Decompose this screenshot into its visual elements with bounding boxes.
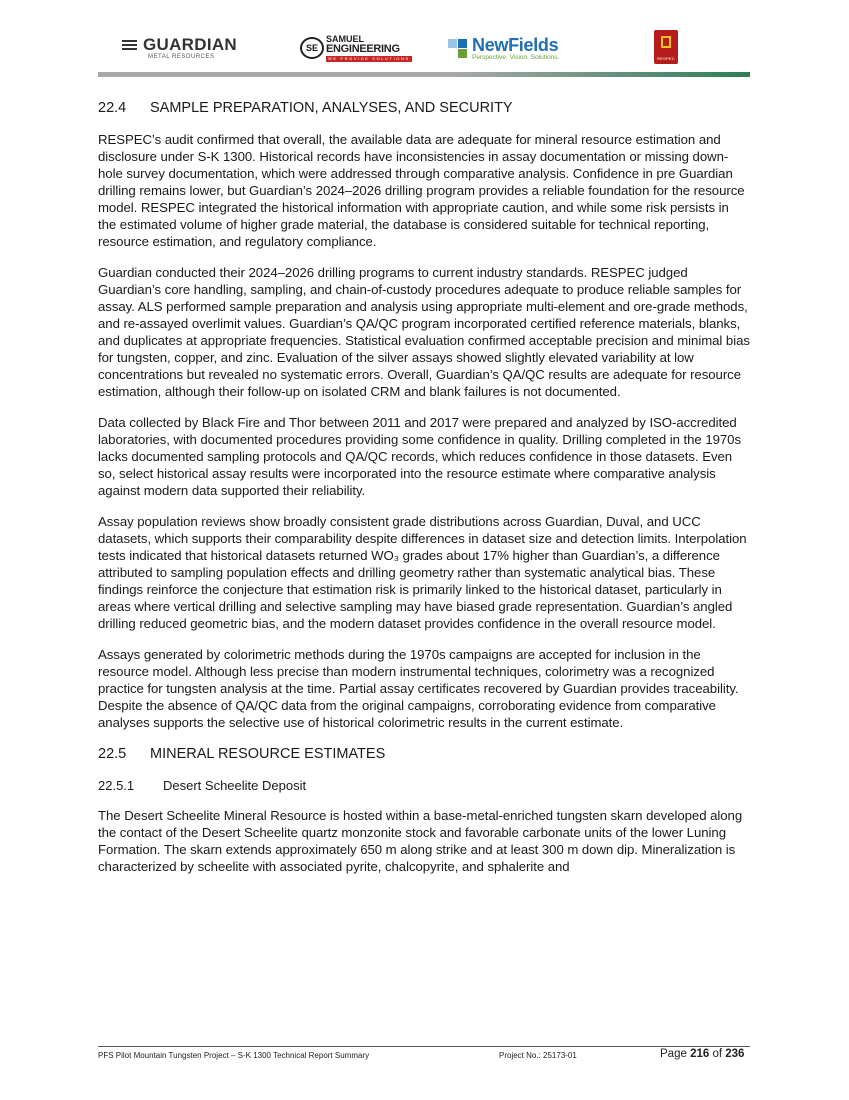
footer-divider: [98, 1046, 750, 1047]
samuel-logo-line1: SAMUEL: [326, 34, 364, 44]
guardian-logo: [122, 36, 237, 61]
newfields-squares-icon: [448, 39, 468, 59]
footer-page-number: [660, 1048, 744, 1060]
subsection-number: 22.5.1: [98, 778, 135, 793]
footer-report-title: PFS Pilot Mountain Tungsten Project – S-K 1300 Technical Report Summary: [98, 1051, 370, 1060]
newfields-logo-name: NewFields: [472, 35, 559, 55]
report-body: [98, 99, 750, 889]
respec-logo: [654, 30, 678, 64]
respec-mark-icon: [661, 36, 671, 48]
section-heading-22-5: [98, 745, 750, 763]
footer-project-number: Project No.: 25173-01: [499, 1051, 577, 1060]
of-word: of: [712, 1048, 723, 1060]
paragraph: Assay population reviews show broadly consistent grade distributions across Guardian, Duval, and UCC datasets, which supports their comparability despite differences in dataset size and detection limits. Interpolation tests indicated that historical datasets returned WO₃ grades about 17% higher than Guardian’s, a difference attributed to sampling population effects and drilling geometry rather than systematic analytical bias. These findings reinforce the conjecture that estimation risk is primarily linked to the historical dataset, particularly in areas where vertical drilling and selective sampling may have biased grade representation. Guardian’s angled drilling reduced geometric bias, and the modern dataset provides confidence in the overall resource model.: [98, 514, 747, 631]
section-number: 22.5: [98, 746, 127, 762]
section-title: SAMPLE PREPARATION, ANALYSES, AND SECURITY: [150, 100, 513, 116]
se-circle-icon: SE: [300, 37, 324, 59]
newfields-logo-tagline: Perspective. Vision. Solutions.: [472, 54, 560, 61]
section-heading-22-4: [98, 99, 750, 117]
paragraph: RESPEC’s audit confirmed that overall, the available data are adequate for mineral resource estimation and disclosure under S-K 1300. Historical records have inconsistencies in assay documentation or missing down-hole survey documentation, which were addressed through comparative analysis. Confidence in pre Guardian drilling remains lower, but Guardian’s 2024–2026 drilling program provides a reliable foundation for the resource model. RESPEC integrated the historical information with appropriate caution, and while some risk persists in the estimated volume of higher grade material, the database is considered suitable for technical reporting, resource estimation, and regulatory compliance.: [98, 132, 745, 249]
current-page: 216: [690, 1048, 710, 1060]
total-pages: 236: [725, 1048, 745, 1060]
newfields-logo: [448, 36, 559, 62]
guardian-logo-subtitle: METAL RESOURCES: [148, 54, 215, 60]
samuel-logo-tagline: WE PROVIDE SOLUTIONS: [328, 56, 410, 61]
paragraph: Guardian conducted their 2024–2026 drilling programs to current industry standards. RESPEC judged Guardian’s core handling, sampling, and chain-of-custody procedures adequate to produce reliable samples for assay. ALS performed sample preparation and analysis using appropriate multi-element and ore-grade methods, and re-assayed overlimit values. Guardian’s QA/QC program incorporated certified reference materials, blanks, and duplicates at appropriate frequencies. Statistical evaluation confirmed acceptable precision and minimal bias for tungsten, copper, and zinc. Evaluation of the silver assays showed slightly elevated variability at low concentrations but revealed no systematic errors. Overall, Guardian’s QA/QC results are adequate for resource estimation, although their follow-up on isolated CRM and blank failures is not documented.: [98, 265, 750, 399]
page-word: Page: [660, 1048, 687, 1060]
respec-logo-text: RESPEC: [657, 56, 675, 61]
paragraph: Assays generated by colorimetric methods during the 1970s campaigns are accepted for inclusion in the resource model. Although less precise than modern instrumental techniques, colorimetry was a recognized practice for tungsten analysis at the time. Partial assay certificates recovered by Guardian provides traceability. Despite the absence of QA/QC data from the original campaigns, corroborating evidence from comparative analyses supports the selective use of historical colorimetric results in the current estimate.: [98, 647, 739, 730]
samuel-logo-line2: ENGINEERING: [326, 43, 400, 55]
section-title: MINERAL RESOURCE ESTIMATES: [150, 746, 386, 762]
subsection-heading-22-5-1: [98, 777, 750, 795]
section-number: 22.4: [98, 100, 127, 116]
paragraph: Data collected by Black Fire and Thor between 2011 and 2017 were prepared and analyzed by ISO-accredited laboratories, with documented procedures providing some confidence in quality. Drilling completed in the 1970s lacks documented sampling protocols and QA/QC records, which reduces confidence in those datasets. Even so, select historical assay results were incorporated into the resource estimate where comparative analysis against modern data supported their reliability.: [98, 415, 742, 498]
header-divider: [98, 72, 750, 77]
samuel-engineering-logo: [300, 34, 412, 62]
paragraph: The Desert Scheelite Mineral Resource is hosted within a base-metal-enriched tungsten skarn developed along the contact of the Desert Scheelite quartz monzonite stock and favorable carbonate units of the lower Luning Formation. The skarn extends approximately 650 m along strike and at least 300 m down dip. Mineralization is characterized by scheelite with associated pyrite, chalcopyrite, and sphalerite and: [98, 808, 743, 874]
hamburger-mark-icon: [122, 38, 137, 52]
guardian-logo-name: GUARDIAN: [143, 35, 238, 54]
subsection-title: Desert Scheelite Deposit: [163, 778, 307, 793]
